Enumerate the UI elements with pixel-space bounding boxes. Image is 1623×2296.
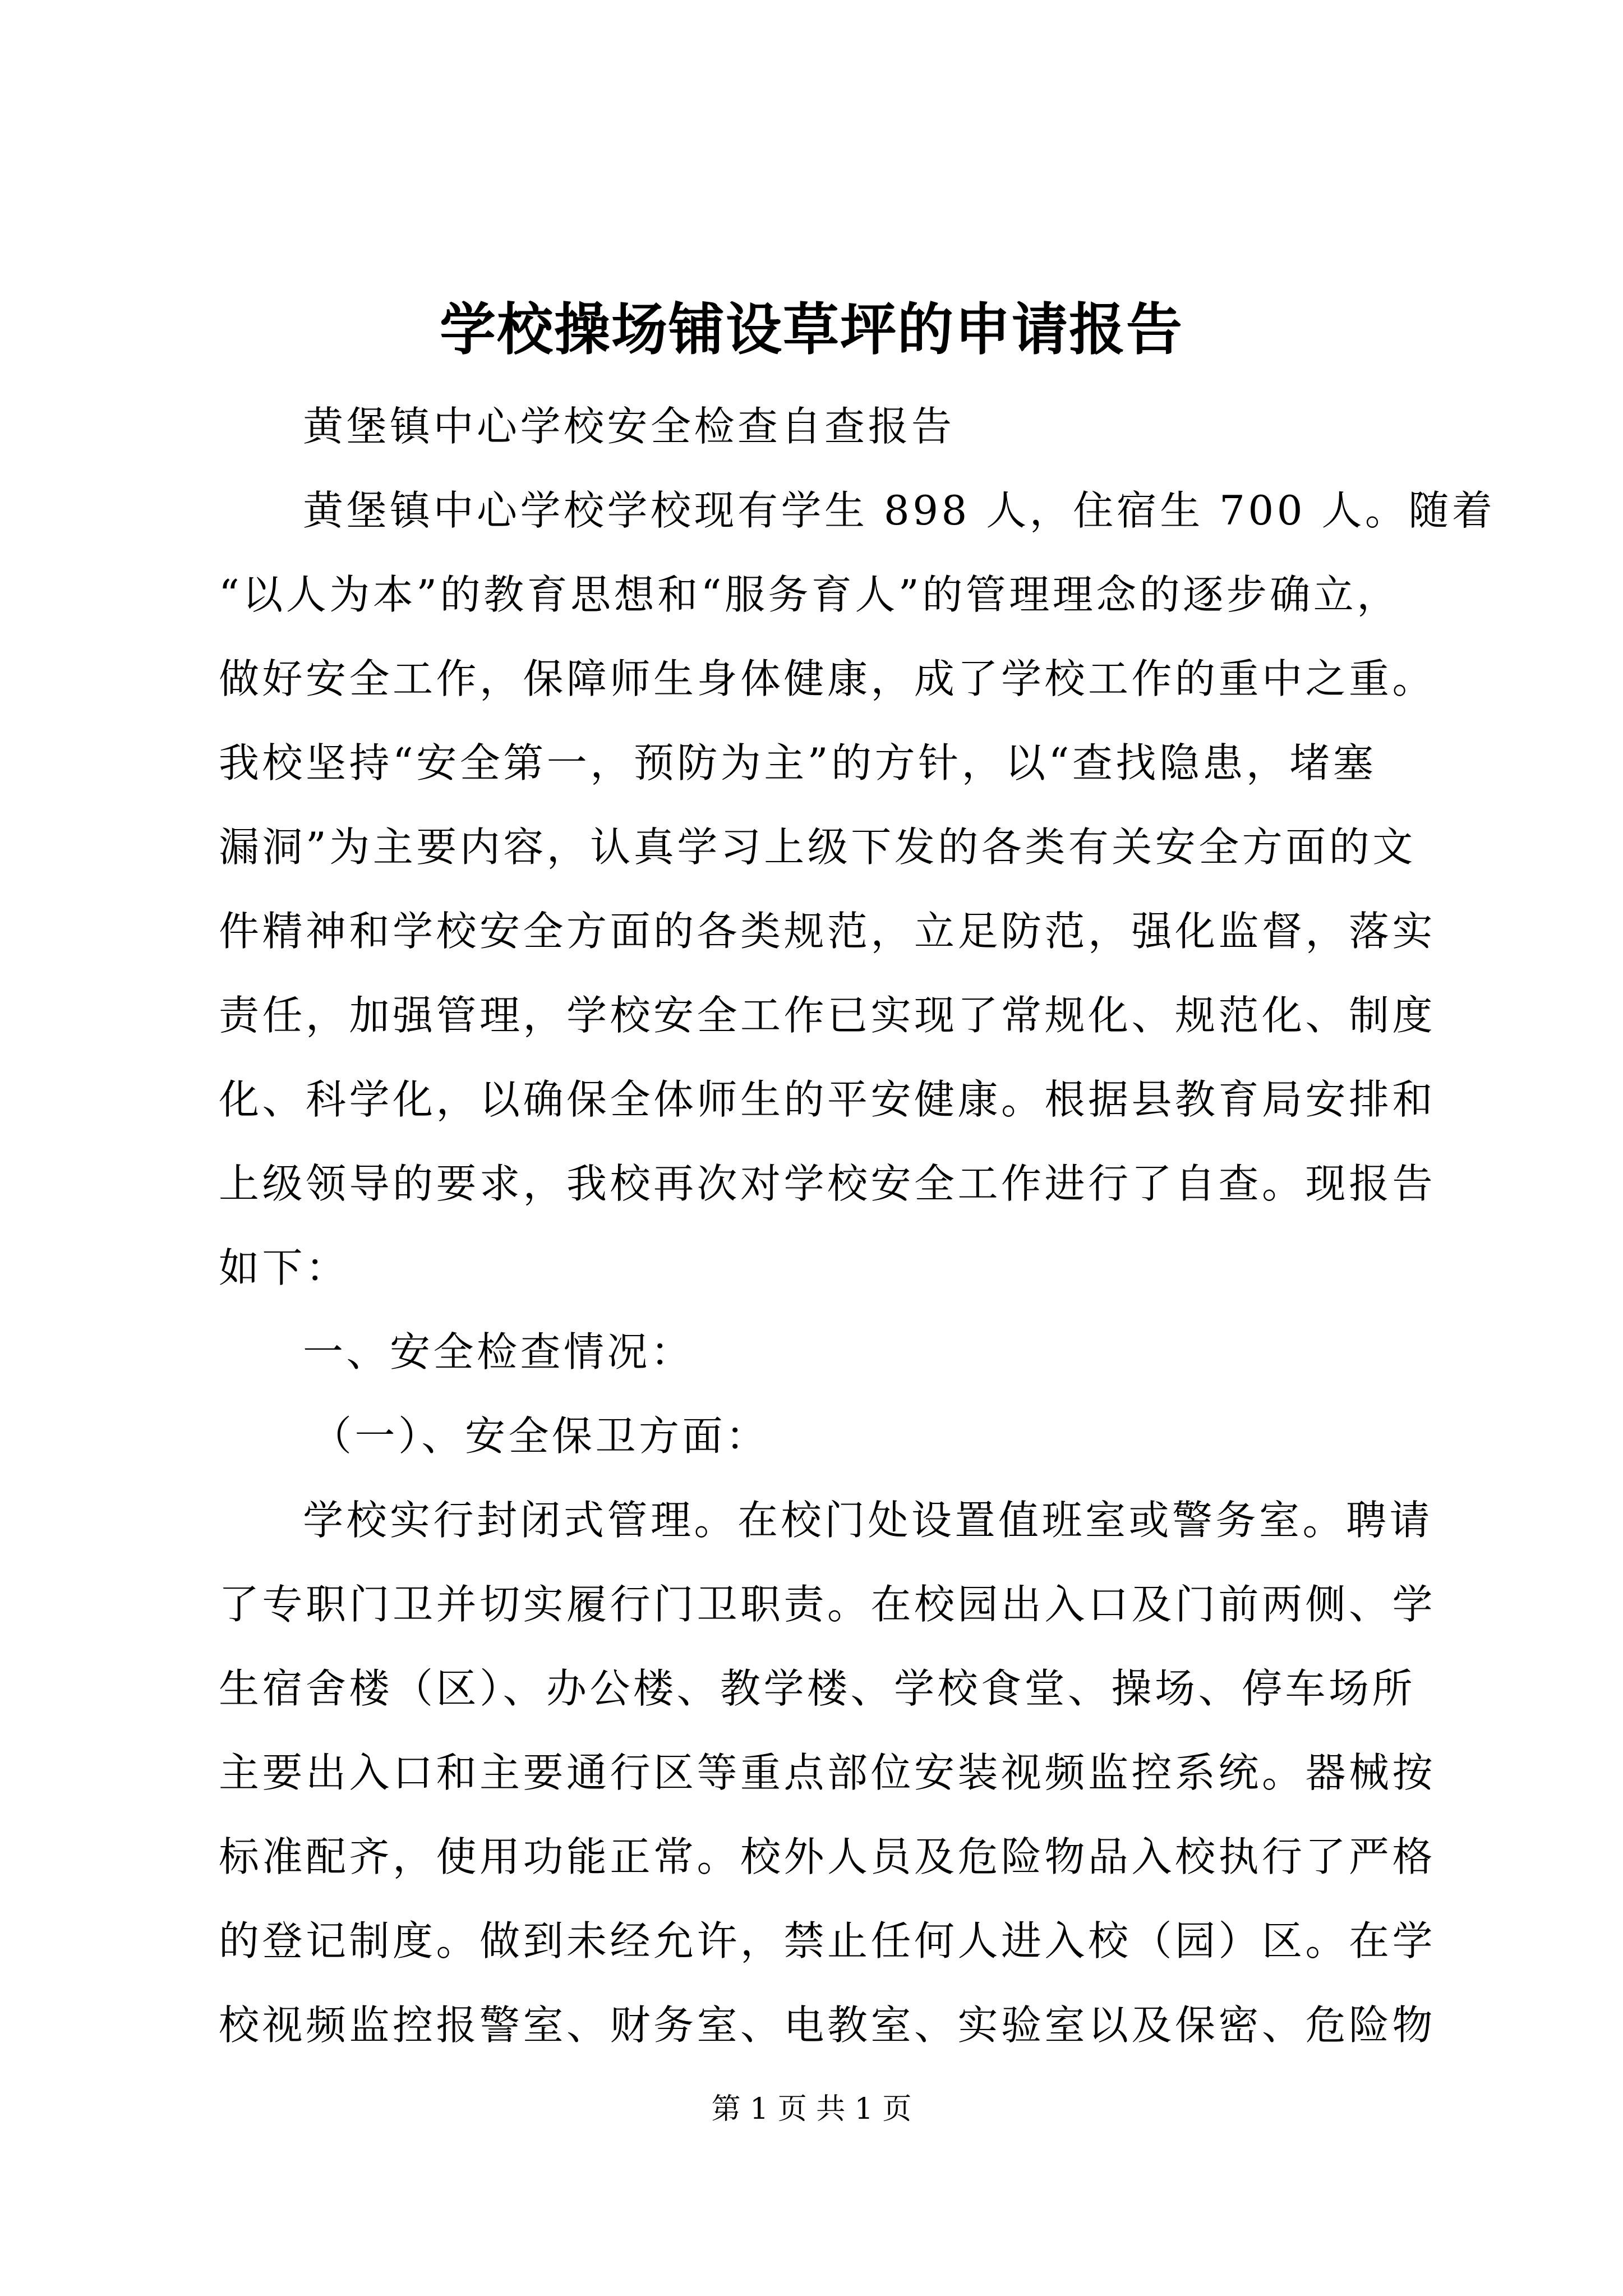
paragraph-line: 漏洞”为主要内容，认真学习上级下发的各类有关安全方面的文 (219, 823, 1416, 871)
paragraph-line: 生宿舍楼（区）、办公楼、教学楼、学校食堂、操场、停车场所 (219, 1665, 1416, 1712)
paragraph-line: 责任，加强管理，学校安全工作已实现了常规化、规范化、制度 (219, 992, 1436, 1039)
paragraph-line: 上级领导的要求，我校再次对学校安全工作进行了自查。现报告 (219, 1160, 1436, 1207)
document-body (219, 384, 1496, 2067)
paragraph-line: 我校坚持“安全第一，预防为主”的方针，以“查找隐患，堵塞 (219, 739, 1377, 786)
paragraph-line: 标准配齐，使用功能正常。校外人员及危险物品入校执行了严格 (219, 1833, 1436, 1880)
paragraph-line: 校视频监控报警室、财务室、电教室、实验室以及保密、危险物 (219, 2001, 1436, 2049)
paragraph-line: 如下： (219, 1244, 349, 1291)
paragraph-line: 的登记制度。做到未经允许，禁止任何人进入校（园）区。在学 (219, 1917, 1436, 1964)
paragraph-line: 件精神和学校安全方面的各类规范，立足防范，强化监督，落实 (219, 908, 1436, 955)
subsection-heading: （一）、安全保卫方面： (311, 1412, 769, 1460)
document-title: 学校操场铺设草坪的申请报告 (440, 296, 1183, 362)
paragraph-line: 了专职门卫并切实履行门卫职责。在校园出入口及门前两侧、学 (219, 1581, 1436, 1628)
paragraph-line: 主要出入口和主要通行区等重点部位安装视频监控系统。器械按 (219, 1749, 1436, 1796)
paragraph-line: 学校实行封闭式管理。在校门处设置值班室或警务室。聘请 (303, 1497, 1433, 1544)
page-number-footer: 第 1 页 共 1 页 (711, 2092, 912, 2126)
paragraph-line: 黄堡镇中心学校学校现有学生 898 人，住宿生 700 人。随着 (303, 487, 1496, 534)
paragraph-line: “以人为本”的教育思想和“服务育人”的管理理念的逐步确立， (219, 571, 1400, 618)
section-heading: 一、安全检查情况： (303, 1328, 694, 1375)
subtitle-line: 黄堡镇中心学校安全检查自查报告 (303, 403, 955, 450)
paragraph-line: 做好安全工作，保障师生身体健康，成了学校工作的重中之重。 (219, 655, 1436, 702)
paragraph-line: 化、科学化，以确保全体师生的平安健康。根据县教育局安排和 (219, 1076, 1436, 1123)
